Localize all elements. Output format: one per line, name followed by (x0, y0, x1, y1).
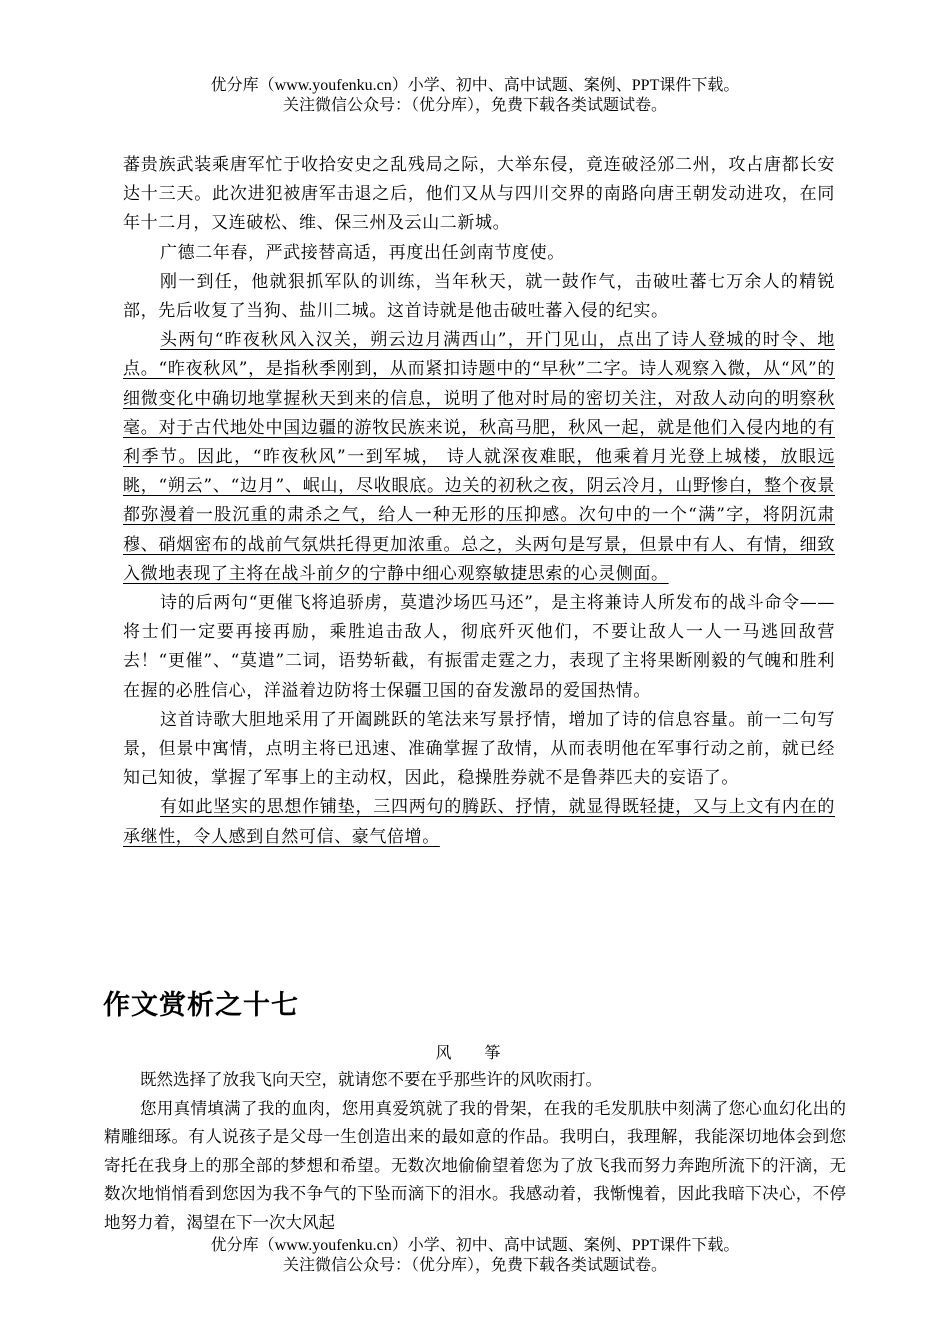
page-footer (0, 1236, 950, 1276)
paragraph-5: 诗的后两句“更催飞将追骄虏，莫遣沙场匹马还”，是主将兼诗人所发布的战斗命令—— 将士们一定要再接再励，乘胜追击敌人，彻底歼灭他们，不要让敌人一人一马逃回敌营去！“更催”、“莫遣”二词，语势斩截，有振雷走霆之力，表现了主将果断刚毅的气魄和胜利在握的必胜信心，洋溢着边防将士保疆卫国的奋发激昂的爱国热情。 (123, 593, 835, 701)
section-title: 作文赏析之十七 (103, 990, 299, 1021)
underlined-text: 头两句“昨夜秋风入汉关，朔云边月满西山”，开门见山，点出了诗人登城的时令、地点。“昨夜秋风”，是指秋季刚到，从而紧扣诗题中的“早秋”二字。诗人观察入微，从“风”的细微变化中确切地掌握秋天到来的信息，说明了他对时局的密切关注，对敌人动向的明察秋毫。对于古代地处中国边疆的游牧民族来说，秋高马肥，秋风一起，就是他们入侵内地的有利季节。因此，“昨夜秋风”一到军城， 诗人就深夜难眠，他乘着月光登上城楼，放眼远眺，“朔云”、“边月”、岷山，尽收眼底。边关的初秋之夜，阴云冷月，山野惨白，整个夜景都弥漫着一股沉重的肃杀之气，给人一种无形的压抑感。次句中的一个“满”字，将阴沉肃穆、硝烟密布的战前气氛烘托得更加浓重。总之，头两句是写景，但景中有人、有情，细致入微地表现了主将在战斗前夕的宁静中细心观察敏捷思索的心灵侧面。 (123, 330, 835, 584)
paragraph-7 (123, 793, 835, 851)
paragraph-6: 这首诗歌大胆地采用了开阖跳跃的笔法来写景抒情，增加了诗的信息容量。前一二句写景，但景中寓情，点明主将已迅速、准确掌握了敌情，从而表明他在军事行动之前，就已经知己知彼，掌握了军事上的主动权，因此，稳操胜券就不是鲁莽匹夫的妄语了。 (123, 709, 835, 789)
analysis-body (123, 151, 835, 852)
paragraph-2: 广德二年春，严武接替高适，再度出任剑南节度使。 (160, 242, 565, 263)
essay-paragraph-1: 既然选择了放我飞向天空，就请您不要在乎那些许的风吹雨打。 (140, 1070, 602, 1089)
paragraph-4 (123, 326, 835, 589)
paragraph-1: 蕃贵族武装乘唐军忙于收拾安史之乱残局之际，大举东侵，竟连破泾邠二州，攻占唐都长安达十三天。此次进犯被唐军击退之后，他们又从与四川交界的南路向唐王朝发动进攻，在同年十二月，又连破松、维、保三州及云山二新城。 (123, 155, 835, 234)
paragraph-3: 刚一到任，他就狠抓军队的训练，当年秋天，就一鼓作气，击破吐蕃七万余人的精锐部，先后收复了当狗、盐川二城。这首诗就是他击破吐蕃入侵的纪实。 (123, 271, 835, 322)
page-header (0, 76, 950, 116)
essay-paragraph-2: 您用真情填满了我的血肉，您用真爱筑就了我的骨架，在我的毛发肌肤中刻满了您心血幻化出的精雕细琢。有人说孩子是父母一生创造出来的最如意的作品。我明白，我理解，我能深切地体会到您寄托在我身上的那全部的梦想和希望。无数次地偷偷望着您为了放飞我而努力奔跑所流下的汗滴，无数次地悄悄看到您因为我不争气的下坠而滴下的泪水。我感动着，我惭愧着，因此我暗下决心，不停地努力着，渴望在下一次大风起 (104, 1098, 846, 1232)
essay-title: 风 筝 (435, 1043, 515, 1062)
footer-line-1: 优分库（www.youfenku.cn）小学、初中、高中试题、案例、PPT课件下载。 (210, 1237, 740, 1254)
essay-body (104, 1066, 846, 1237)
header-line-2: 关注微信公众号：（优分库），免费下载各类试题试卷。 (282, 97, 667, 114)
underlined-text: 有如此坚实的思想作铺垫，三四两句的腾跃、抒情，就显得既轻捷，又与上文有内在的承继性，令人感到自然可信、豪气倍增。 (123, 797, 835, 847)
footer-line-2: 关注微信公众号：（优分库），免费下载各类试题试卷。 (282, 1257, 667, 1274)
header-line-1: 优分库（www.youfenku.cn）小学、初中、高中试题、案例、PPT课件下载。 (210, 77, 740, 94)
